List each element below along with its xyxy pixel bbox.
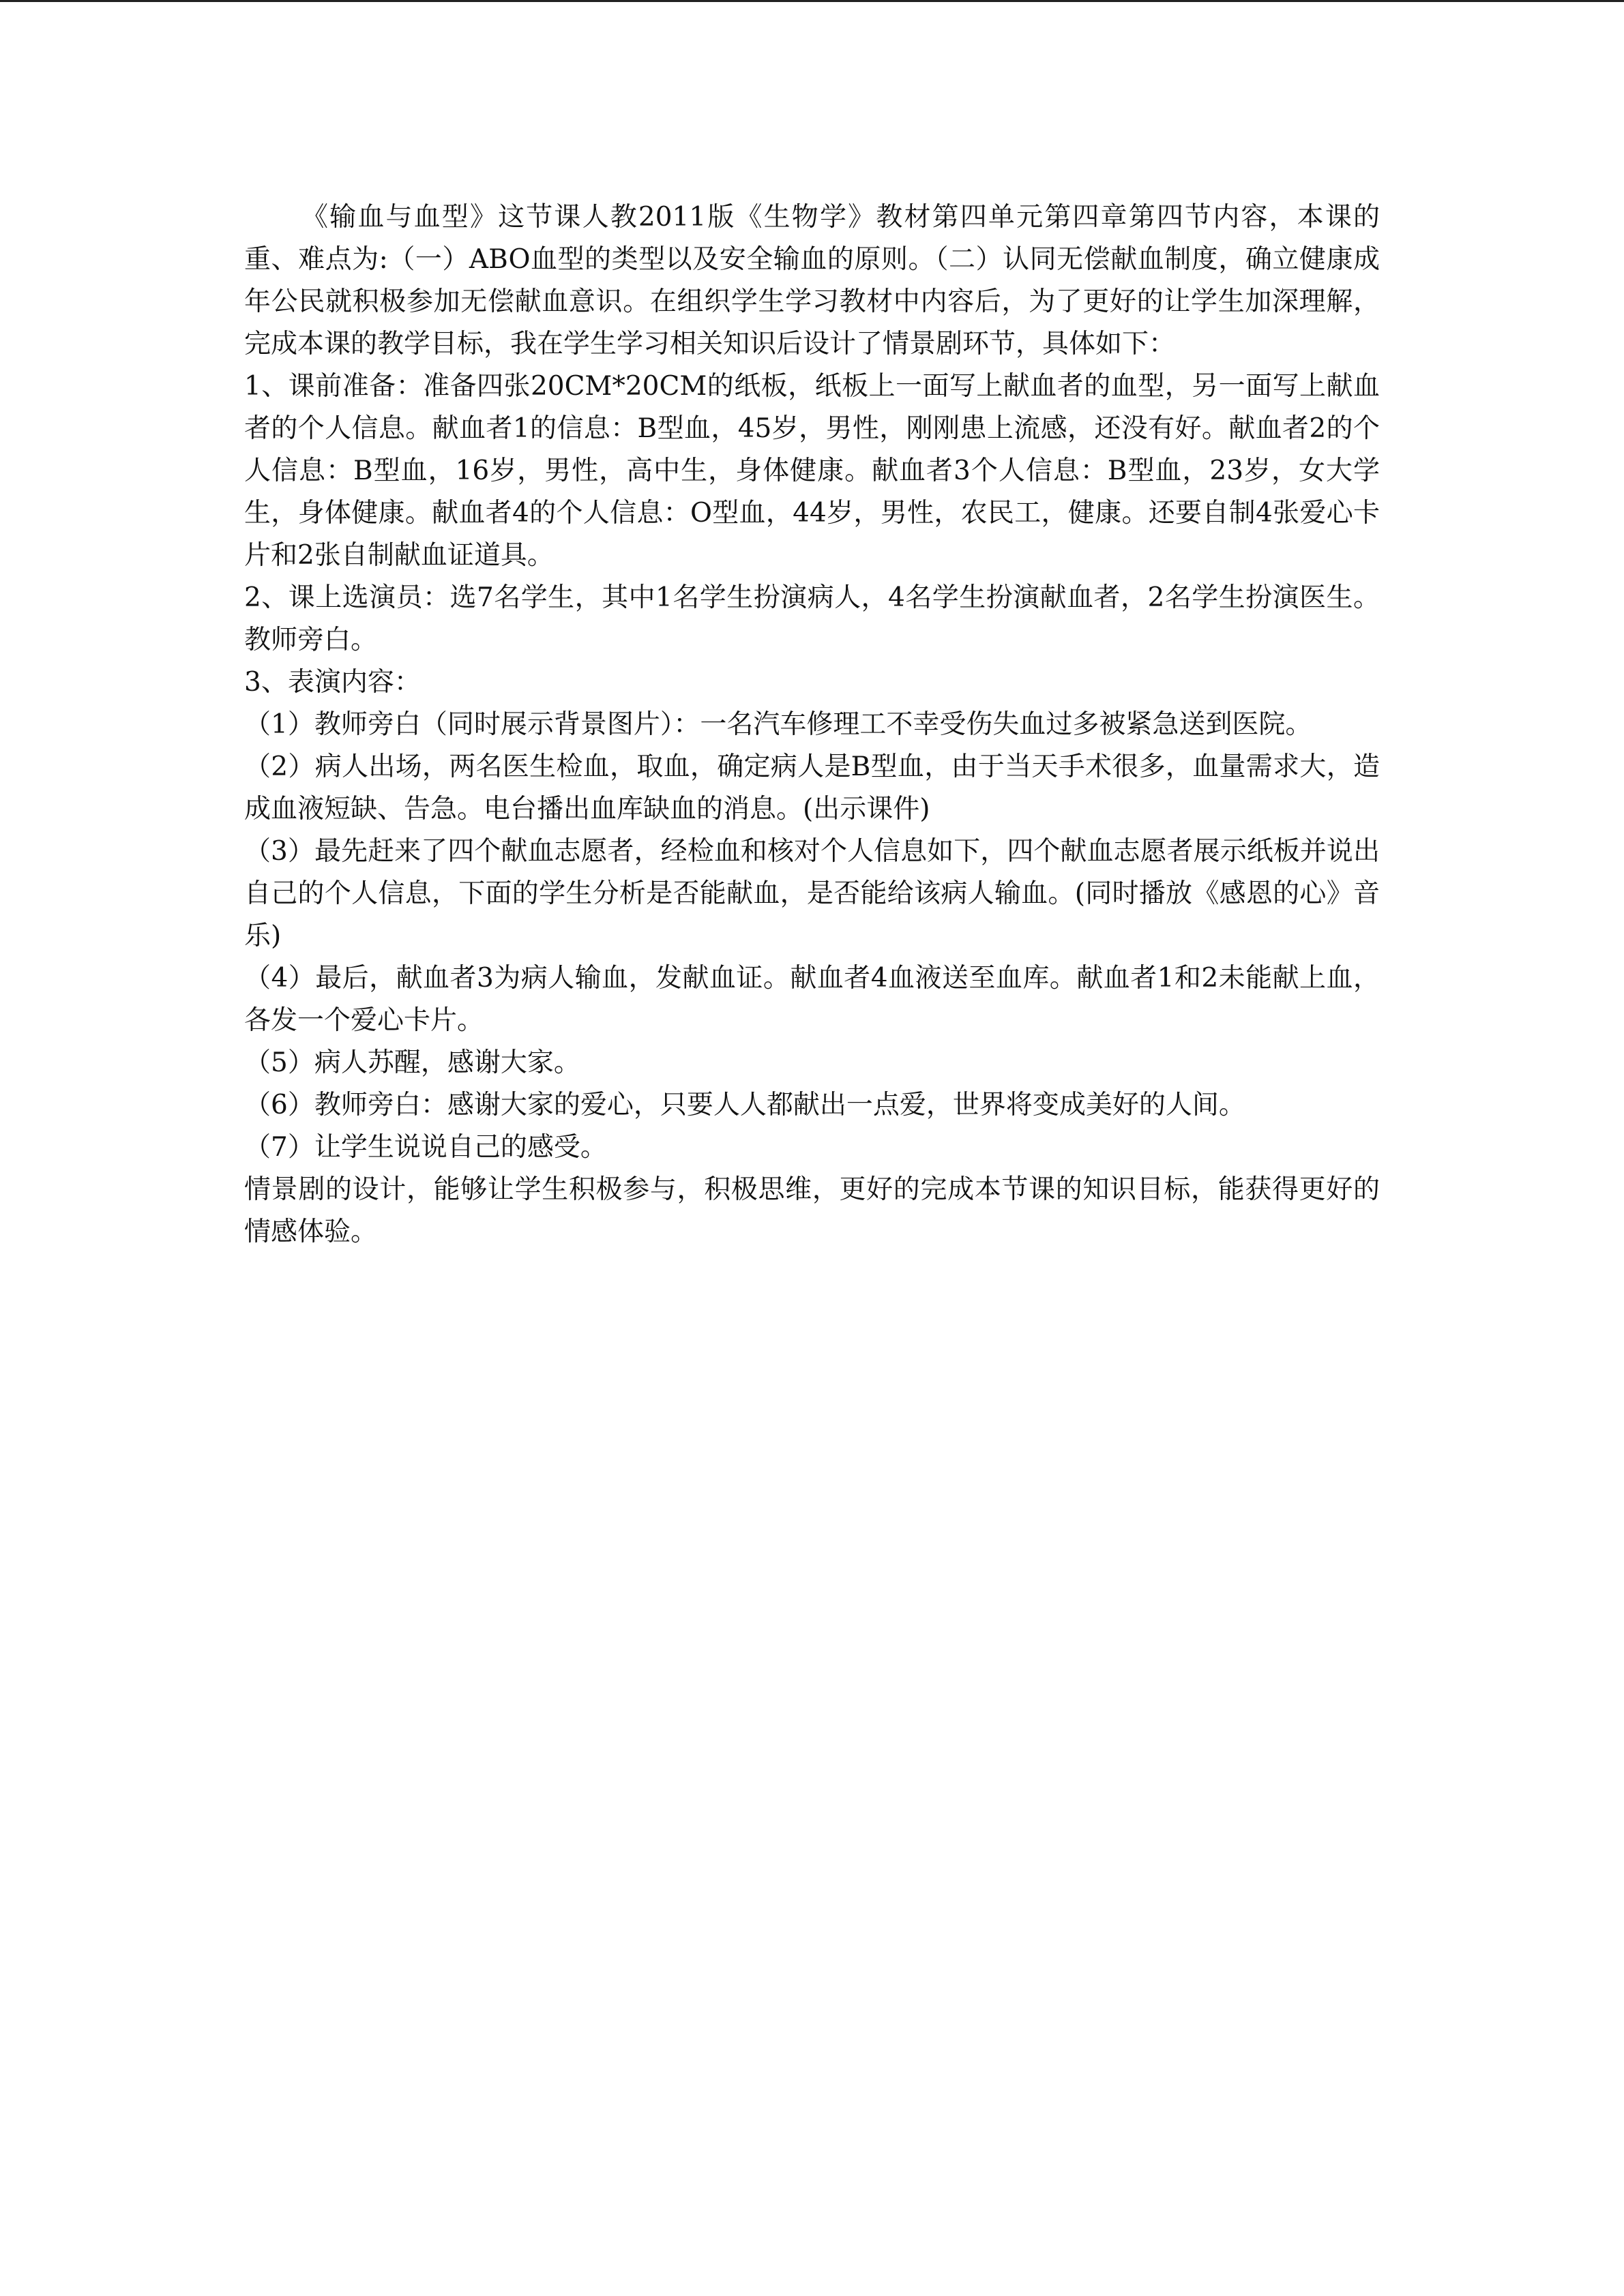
paragraph-conclusion: 情景剧的设计，能够让学生积极参与，积极思维，更好的完成本节课的知识目标，能获得更好的情感体验。 — [244, 1174, 1380, 1247]
paragraph-step-2: （2）病人出场，两名医生检血，取血，确定病人是B型血，由于当天手术很多，血量需求大，造成血液短缺、告急。电台播出血库缺血的消息。(出示课件) — [244, 751, 1380, 824]
paragraph-step-1: （1）教师旁白（同时展示背景图片）：一名汽车修理工不幸受伤失血过多被紧急送到医院。 — [244, 709, 1312, 740]
paragraph-intro: 《输血与血型》这节课人教2011版《生物学》教材第四单元第四章第四节内容，本课的重、难点为:（一）ABO血型的类型以及安全输血的原则。（二）认同无偿献血制度，确立健康成年公民就积极参加无偿献血意识。在组织学生学习教材中内容后，为了更好的让学生加深理解，完成本课的教学目标，我在学生学习相关知识后设计了情景剧环节，具体如下： — [244, 202, 1380, 359]
paragraph-step-5: （5）病人苏醒，感谢大家。 — [244, 1047, 580, 1078]
paragraph-casting: 2、课上选演员：选7名学生，其中1名学生扮演病人，4名学生扮演献血者，2名学生扮演医生。教师旁白。 — [244, 582, 1380, 655]
paragraph-step-4: （4）最后，献血者3为病人输血，发献血证。献血者4血液送至血库。献血者1和2未能献上血，各发一个爱心卡片。 — [244, 963, 1380, 1036]
paragraph-step-7: （7）让学生说说自己的感受。 — [244, 1132, 607, 1163]
page-top-border — [0, 0, 1624, 2]
paragraph-preparation: 1、课前准备：准备四张20CM*20CM的纸板，纸板上一面写上献血者的血型，另一面写上献血者的个人信息。献血者1的信息：B型血，45岁，男性，刚刚患上流感，还没有好。献血者2的个人信息：B型血，16岁，男性，高中生，身体健康。献血者3个人信息：B型血，23岁，女大学生，身体健康。献血者4的个人信息：O型血，44岁，男性，农民工，健康。还要自制4张爱心卡片和2张自制献血证道具。 — [244, 371, 1380, 571]
paragraph-step-6: （6）教师旁白：感谢大家的爱心，只要人人都献出一点爱，世界将变成美好的人间。 — [244, 1090, 1245, 1120]
document-body — [244, 196, 1380, 1253]
paragraph-step-3: （3）最先赶来了四个献血志愿者，经检血和核对个人信息如下，四个献血志愿者展示纸板并说出自己的个人信息，下面的学生分析是否能献血，是否能给该病人输血。(同时播放《感恩的心》音乐) — [244, 836, 1380, 951]
paragraph-performance-heading: 3、表演内容： — [244, 667, 421, 698]
